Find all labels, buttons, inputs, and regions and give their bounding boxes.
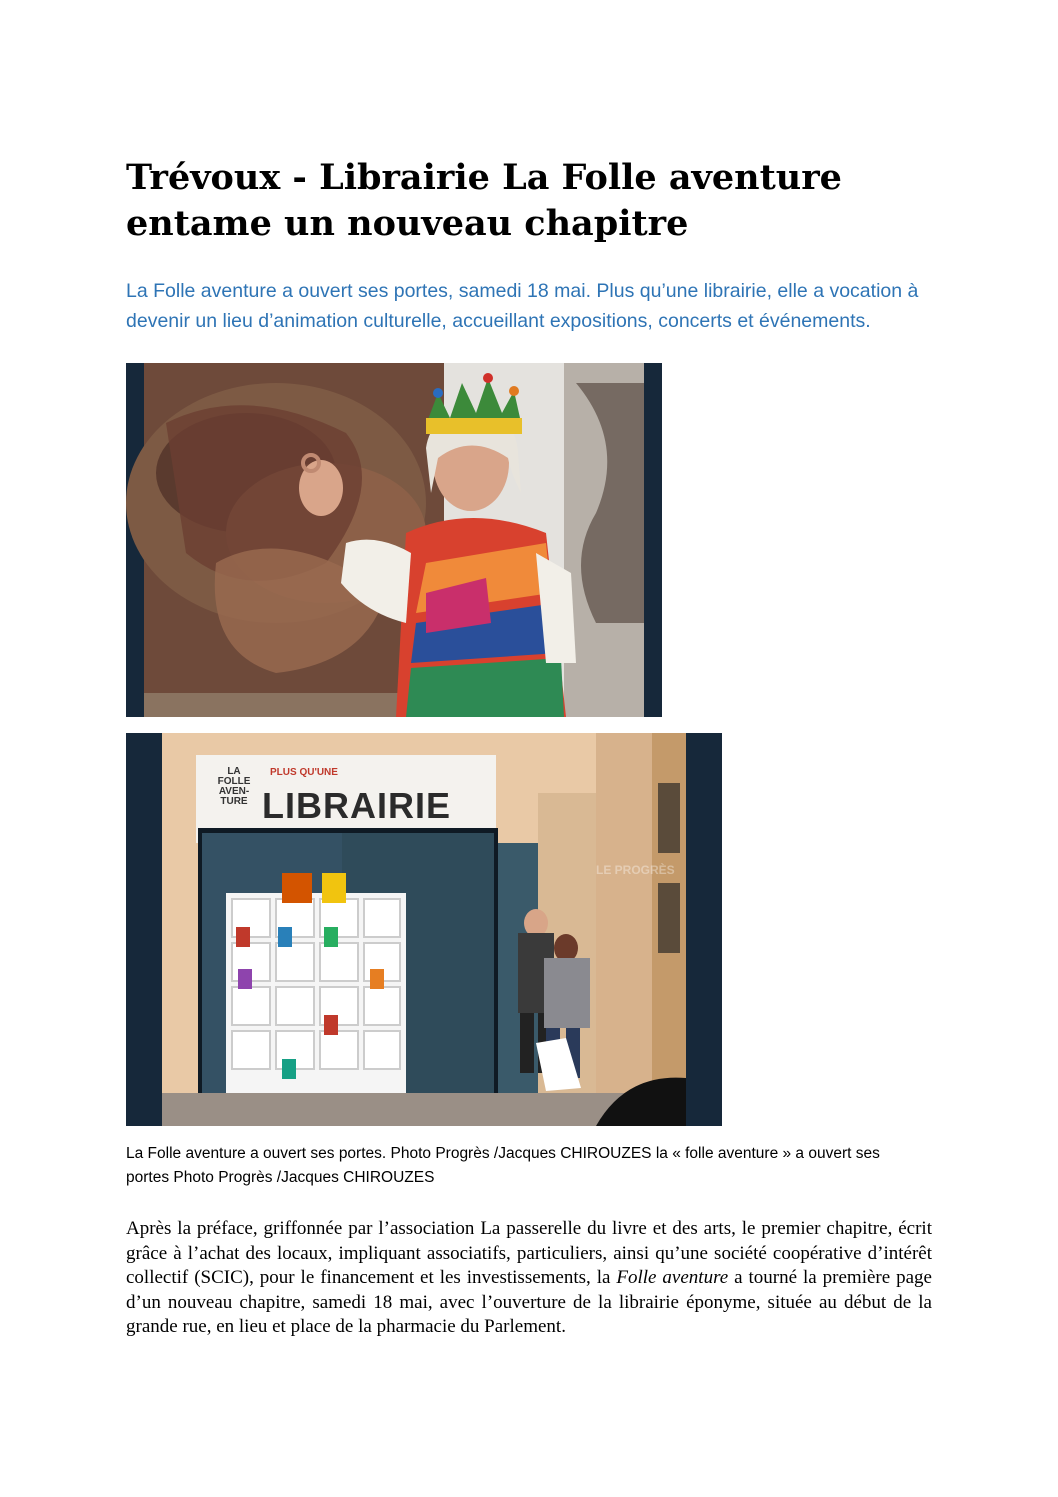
logo-line: TURE [220, 796, 248, 807]
logo-line: FOLLE [217, 776, 251, 787]
jester-photo-illustration [126, 363, 662, 717]
logo-line: AVEN- [218, 786, 250, 797]
body-italic-name: Folle aventure [616, 1267, 729, 1288]
photo-caption: La Folle aventure a ouvert ses portes. Photo Progrès /Jacques CHIROUZES la « folle aventure » a ouvert ses portes Photo Progrès /Jacques CHIROUZES [126, 1145, 880, 1186]
article-body [126, 1217, 932, 1340]
storefront-sign-small: PLUS QU'UNE [270, 767, 338, 778]
logo-line: LA [227, 766, 241, 777]
photo-watermark: LE PROGRÈS [596, 863, 675, 877]
article-lede: La Folle aventure a ouvert ses portes, samedi 18 mai. Plus qu’une librairie, elle a vocation à devenir un lieu d’animation culturelle, accueillant expositions, concerts et événements. [126, 280, 919, 332]
body-text-part: Après la préface, griffonnée par l’association La passerelle du livre et des arts, le premier chapitre, écrit grâce à l’achat des locaux, impliquant associatifs, particuliers, ainsi qu’une société coopérative d’intérêt collectif (SCIC), pour le financement et les investissements, la [126, 1218, 932, 1288]
photo-jester-portrait [126, 363, 662, 717]
body-text-part: a tourné la première page d’un nouveau chapitre, samedi 18 mai, avec l’ouverture de la librairie éponyme, située au début de la grande rue, en lieu et place de la pharmacie du Parlement. [126, 1267, 932, 1337]
storefront-sign: LIBRAIRIE [262, 785, 451, 826]
photo-storefront [126, 733, 722, 1126]
article-title: Trévoux - Librairie La Folle aventure entame un nouveau chapitre [126, 157, 842, 244]
storefront-logo [212, 767, 256, 807]
